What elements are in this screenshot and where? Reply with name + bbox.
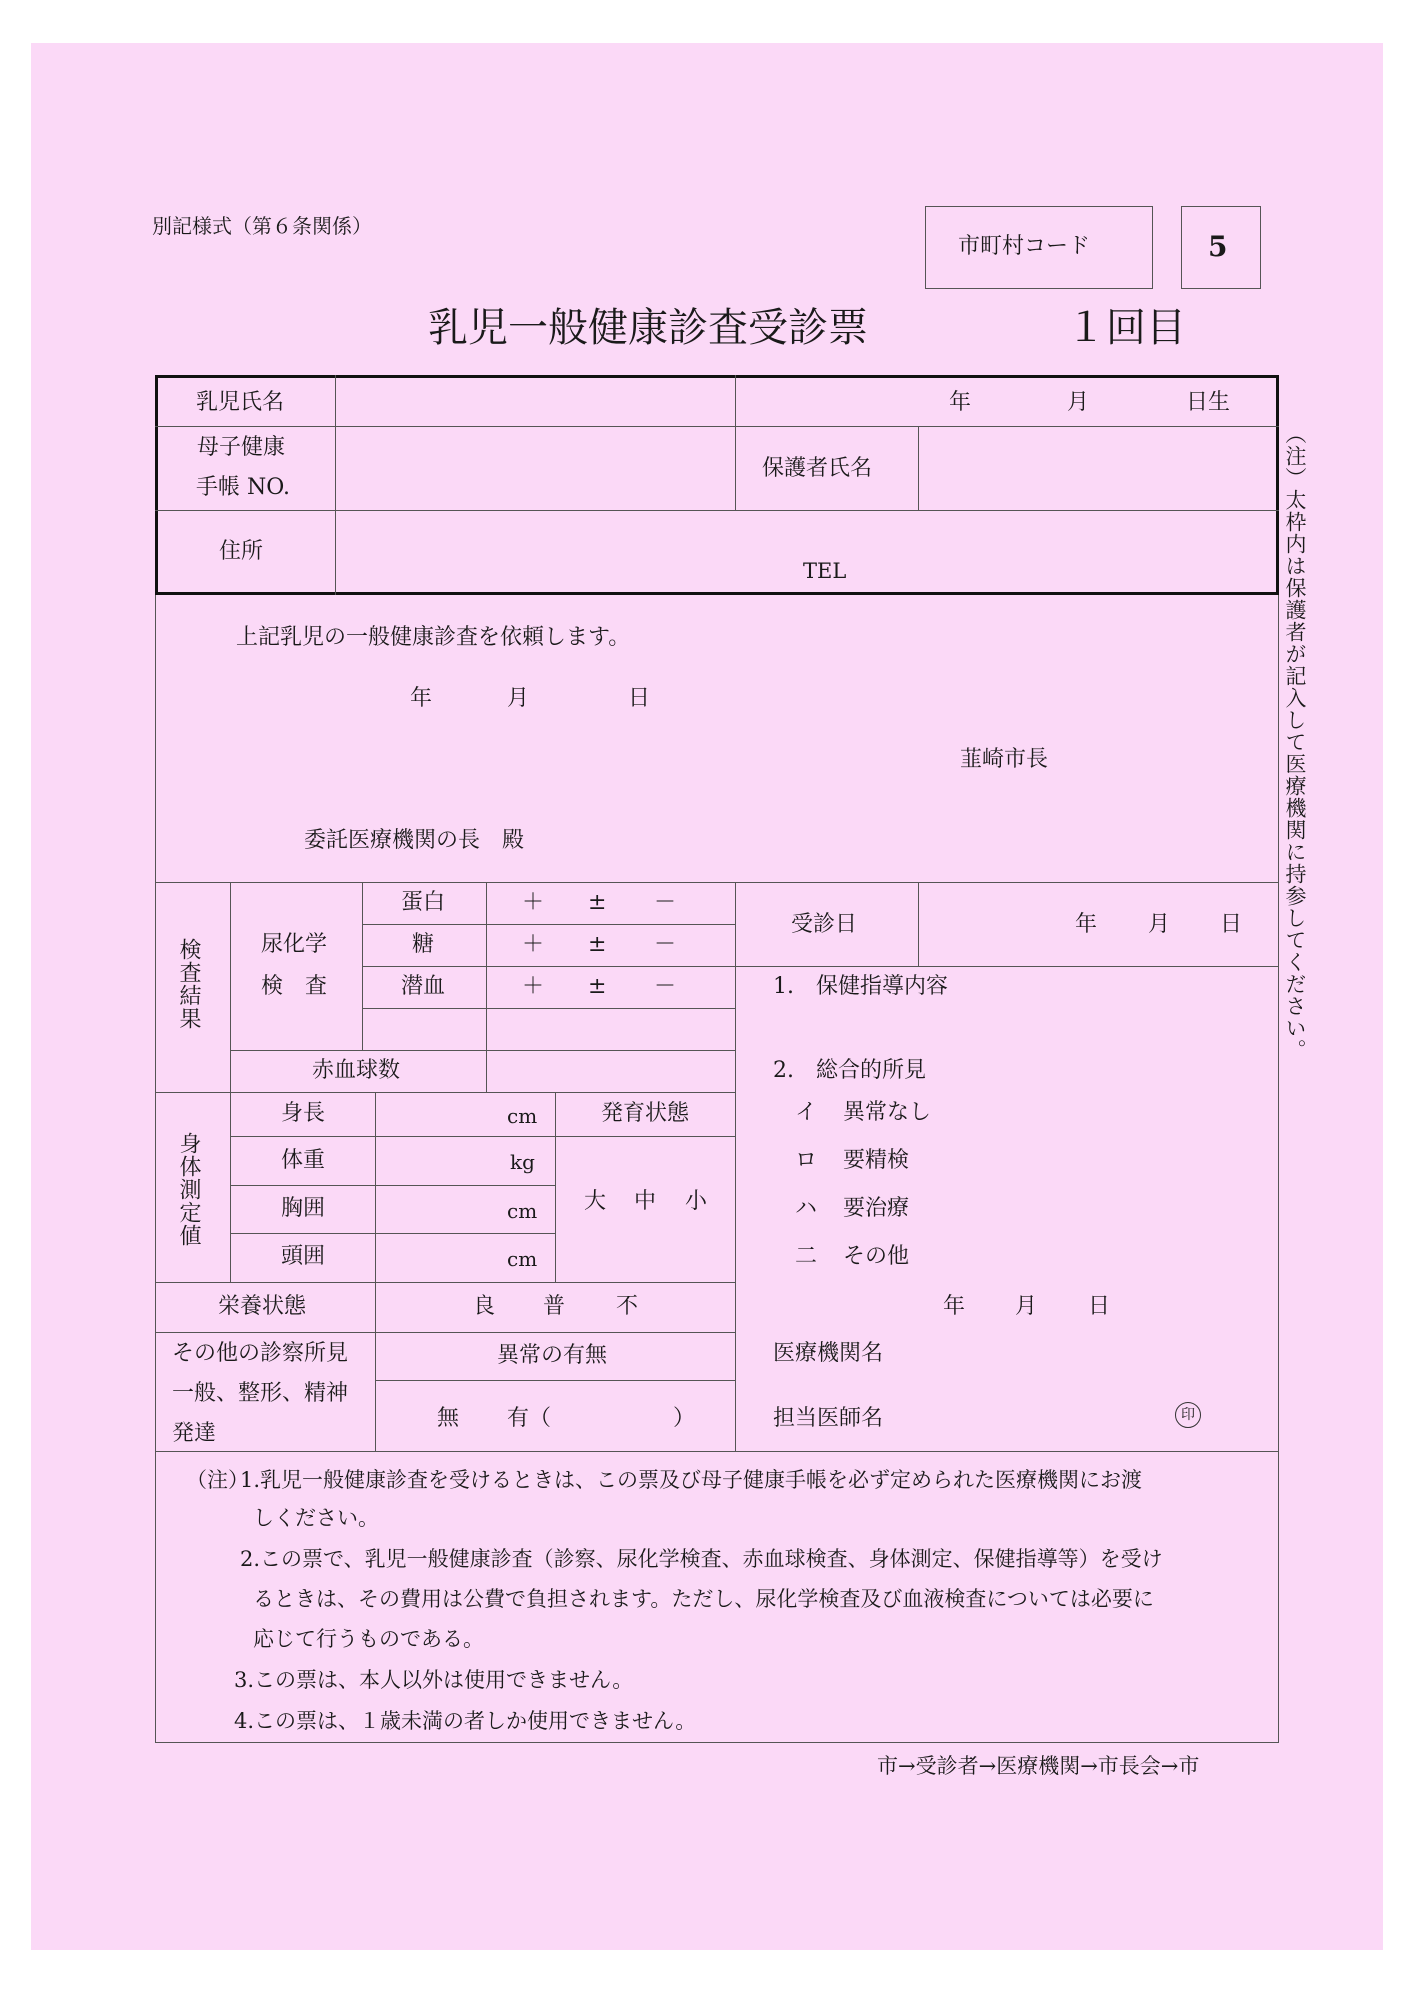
head-field[interactable] — [377, 1235, 554, 1281]
sign-day: 日 — [1088, 1294, 1111, 1319]
guardian-name-label: 保護者氏名 — [762, 456, 873, 481]
handbook-number-field[interactable] — [336, 428, 734, 509]
head-unit: cm — [507, 1247, 538, 1271]
finding-mark: ロ — [795, 1148, 818, 1173]
growth-medium: 中 — [634, 1189, 657, 1214]
visit-date-label: 受診日 — [791, 912, 858, 937]
glucose-result[interactable] — [488, 926, 734, 966]
finding-option-treatment[interactable] — [795, 1198, 995, 1228]
address-field[interactable] — [337, 512, 1277, 593]
visit-year: 年 — [1075, 912, 1098, 937]
form-reference: 別記様式（第６条関係） — [152, 214, 372, 238]
protein-plus: ＋ — [522, 890, 545, 915]
glucose-minus: － — [654, 932, 677, 957]
sign-year: 年 — [943, 1294, 966, 1319]
page-title: 乳児一般健康診査受診票 — [428, 305, 868, 351]
birth-year-label: 年 — [949, 390, 972, 415]
other-findings-label-3: 発達 — [172, 1421, 217, 1446]
protein-result[interactable] — [488, 884, 734, 924]
abnormality-present: 有（ — [507, 1406, 552, 1431]
abnormality-label: 異常の有無 — [497, 1343, 608, 1368]
growth-large: 大 — [584, 1189, 607, 1214]
other-findings-label-2: 一般、整形、精神 — [172, 1381, 349, 1406]
finding-mark: 二 — [795, 1244, 818, 1269]
nutrition-good: 良 — [473, 1294, 496, 1319]
mayor-name: 韮崎市長 — [960, 747, 1049, 772]
rbc-label: 赤血球数 — [312, 1058, 401, 1083]
request-text: 上記乳児の一般健康診査を依頼します。 — [236, 625, 631, 650]
finding-text: その他 — [843, 1244, 910, 1269]
extra-test-result-field[interactable] — [488, 1010, 734, 1049]
rbc-field[interactable] — [488, 1052, 734, 1091]
growth-options[interactable] — [557, 1138, 734, 1281]
addressee: 委託医療機関の長 殿 — [304, 828, 525, 853]
note-line: 3.この票は、本人以外は使用できません。 — [234, 1668, 634, 1692]
chest-field[interactable] — [377, 1187, 554, 1233]
glucose-label: 糖 — [412, 932, 435, 957]
birth-date-field[interactable] — [737, 377, 1277, 425]
institution-label: 医療機関名 — [773, 1341, 884, 1366]
glucose-plusminus: ± — [588, 932, 607, 957]
finding-text: 要精検 — [843, 1148, 910, 1173]
birth-day-label: 日生 — [1186, 390, 1231, 415]
infant-name-label: 乳児氏名 — [196, 390, 285, 415]
height-unit: cm — [507, 1104, 538, 1128]
finding-text: 要治療 — [843, 1196, 910, 1221]
occult-blood-plusminus: ± — [588, 974, 607, 999]
note-line: 2.この票で、乳児一般健康診査（診察、尿化学検査、赤血球検査、身体測定、保健指導等）を受け — [240, 1547, 1163, 1571]
address-label: 住所 — [219, 539, 264, 564]
weight-unit: kg — [510, 1150, 535, 1174]
nutrition-poor: 不 — [616, 1294, 639, 1319]
height-field[interactable] — [377, 1094, 554, 1136]
side-note: （注）太枠内は保護者が記入して医療機関に持参してください。 — [1283, 423, 1307, 1061]
request-day: 日 — [628, 686, 651, 711]
visit-date-field[interactable] — [920, 884, 1277, 966]
note-line: 1.乳児一般健康診査を受けるときは、この票及び母子健康手帳を必ず定められた医療機関にお渡 — [240, 1468, 1143, 1492]
chest-unit: cm — [507, 1199, 538, 1223]
finding-option-no-abnormality[interactable] — [795, 1102, 995, 1132]
guidance-label: 1. 保健指導内容 — [773, 974, 948, 999]
occult-blood-label: 潜血 — [401, 974, 446, 999]
protein-minus: － — [654, 890, 677, 915]
occult-blood-result[interactable] — [488, 968, 734, 1008]
protein-label: 蛋白 — [401, 890, 446, 915]
finding-mark: ハ — [795, 1196, 818, 1221]
abnormality-none: 無 — [437, 1406, 460, 1431]
municipality-code-value-box[interactable] — [1181, 206, 1261, 289]
guidance-field[interactable] — [737, 1002, 1277, 1057]
doctor-label: 担当医師名 — [773, 1406, 884, 1431]
weight-field[interactable] — [377, 1138, 554, 1185]
handbook-label-line1: 母子健康 — [197, 435, 286, 460]
handbook-label-line2: 手帳 NO. — [196, 475, 290, 500]
other-findings-label-1: その他の診察所見 — [172, 1341, 349, 1366]
urine-test-label-line2: 検 査 — [261, 974, 328, 999]
seal-icon: 印 — [1175, 1402, 1201, 1428]
note-line: るときは、その費用は公費で負担されます。ただし、尿化学検査及び血液検査については必要に — [253, 1587, 1154, 1611]
extra-test-name-field[interactable] — [364, 1010, 485, 1049]
guardian-name-field[interactable] — [920, 428, 1277, 509]
institution-field[interactable] — [900, 1336, 1270, 1374]
visit-number: １回目 — [1066, 305, 1186, 351]
municipality-code-value: 5 — [1208, 230, 1228, 263]
nutrition-normal: 普 — [543, 1294, 566, 1319]
occult-blood-plus: ＋ — [522, 974, 545, 999]
weight-label: 体重 — [281, 1148, 326, 1173]
height-label: 身長 — [281, 1101, 326, 1126]
note-line: 4.この票は、１歳未満の者しか使用できません。 — [234, 1709, 697, 1733]
exam-section-label: 検査結果 — [176, 938, 201, 1030]
birth-month-label: 月 — [1067, 390, 1090, 415]
visit-day: 日 — [1220, 912, 1243, 937]
finding-mark: イ — [795, 1100, 818, 1125]
overall-findings-label: 2. 総合的所見 — [773, 1058, 926, 1083]
finding-option-further-exam[interactable] — [795, 1150, 995, 1180]
visit-month: 月 — [1148, 912, 1171, 937]
nutrition-options[interactable] — [377, 1284, 734, 1331]
note-line: しください。 — [253, 1506, 379, 1530]
sign-month: 月 — [1015, 1294, 1038, 1319]
head-label: 頭囲 — [281, 1244, 326, 1269]
abnormality-options[interactable] — [377, 1382, 734, 1450]
protein-plusminus: ± — [588, 890, 607, 915]
occult-blood-minus: － — [654, 974, 677, 999]
nutrition-label: 栄養状態 — [218, 1294, 307, 1319]
infant-name-field[interactable] — [336, 377, 734, 425]
growth-label: 発育状態 — [601, 1101, 690, 1126]
municipality-code-label: 市町村コード — [958, 234, 1091, 259]
body-section-label: 身体測定値 — [176, 1132, 201, 1247]
tel-label: TEL — [803, 559, 847, 583]
request-month: 月 — [507, 686, 530, 711]
request-year: 年 — [410, 686, 433, 711]
chest-label: 胸囲 — [281, 1196, 326, 1221]
routing-text: 市→受診者→医療機関→市長会→市 — [877, 1754, 1200, 1778]
notes-prefix: （注） — [186, 1468, 249, 1492]
finding-text: 異常なし — [843, 1100, 932, 1125]
note-line: 応じて行うものである。 — [253, 1627, 484, 1651]
growth-small: 小 — [685, 1189, 708, 1214]
abnormality-close-paren: ） — [673, 1406, 696, 1431]
doctor-field[interactable] — [900, 1400, 1170, 1440]
municipality-code-label-box — [925, 206, 1153, 289]
urine-test-label-line1: 尿化学 — [261, 932, 328, 957]
glucose-plus: ＋ — [522, 932, 545, 957]
finding-option-other[interactable] — [795, 1246, 995, 1276]
